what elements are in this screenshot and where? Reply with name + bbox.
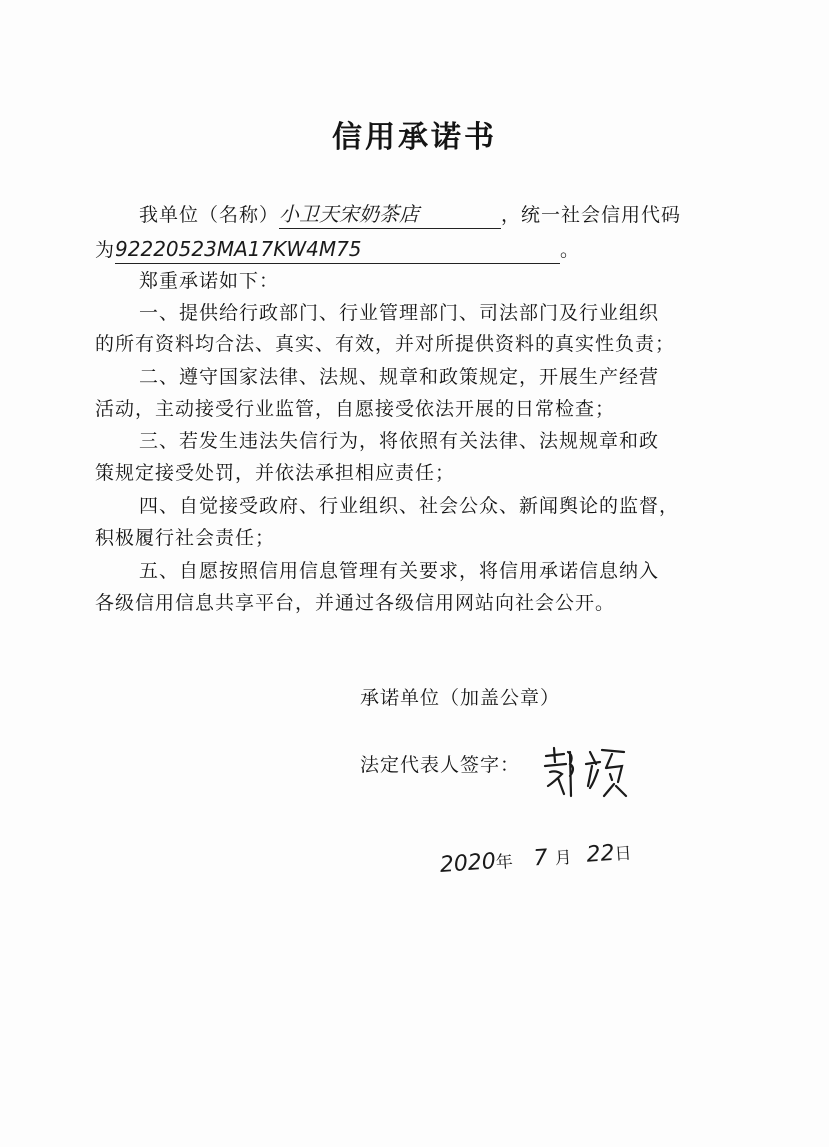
item-2-line-1: 二、遵守国家法律、法规、规章和政策规定，开展生产经营: [139, 366, 660, 388]
date-year: 2020: [439, 849, 497, 878]
code-prefix: 为: [95, 239, 116, 261]
date-day: 22: [585, 840, 616, 868]
item-2-line-2: 活动，主动接受行业监管，自愿接受依法开展的日常检查；: [95, 398, 616, 420]
name-fill-line: [279, 201, 501, 229]
code-fill-line: [115, 236, 560, 264]
date-month-unit: 月: [554, 847, 573, 869]
legal-rep-signature: [540, 742, 630, 806]
code-end: 。: [560, 239, 581, 261]
item-4-line-2: 积极履行社会责任；: [95, 527, 276, 549]
date-year-unit: 年: [495, 851, 514, 874]
intro-suffix: ，统一社会信用代码: [501, 204, 682, 226]
signature-strokes: [540, 742, 630, 802]
date-month: 7: [532, 845, 549, 872]
legal-rep-label: 法定代表人签字：: [360, 754, 521, 776]
item-3-line-2: 策规定接受处罚，并依法承担相应责任；: [95, 462, 456, 484]
document-title: 信用承诺书: [332, 120, 497, 155]
date-day-unit: 日: [613, 843, 633, 865]
item-5-line-2: 各级信用信息共享平台，并通过各级信用网站向社会公开。: [95, 592, 616, 614]
credit-code-handwritten: 92220523MA17KW4M75: [115, 237, 362, 261]
unit-name-handwritten: 小卫天宋奶茶店: [279, 202, 420, 226]
item-1-line-2: 的所有资料均合法、真实、有效，并对所提供资料的真实性负责；: [95, 333, 676, 355]
item-1-line-1: 一、提供给行政部门、行业管理部门、司法部门及行业组织: [139, 302, 660, 324]
item-5-line-1: 五、自愿按照信用信息管理有关要求，将信用承诺信息纳入: [139, 560, 660, 582]
item-3-line-1: 三、若发生违法失信行为，将依照有关法律、法规规章和政: [139, 430, 660, 452]
unit-seal-label: 承诺单位（加盖公章）: [360, 687, 561, 709]
intro-prefix: 我单位（名称）: [139, 204, 280, 226]
intro-line: [139, 201, 681, 229]
code-line: [95, 236, 580, 264]
sign-date: [439, 840, 632, 880]
lead-text: 郑重承诺如下：: [139, 270, 280, 292]
item-4-line-1: 四、自觉接受政府、行业组织、社会公众、新闻舆论的监督，: [139, 495, 680, 517]
